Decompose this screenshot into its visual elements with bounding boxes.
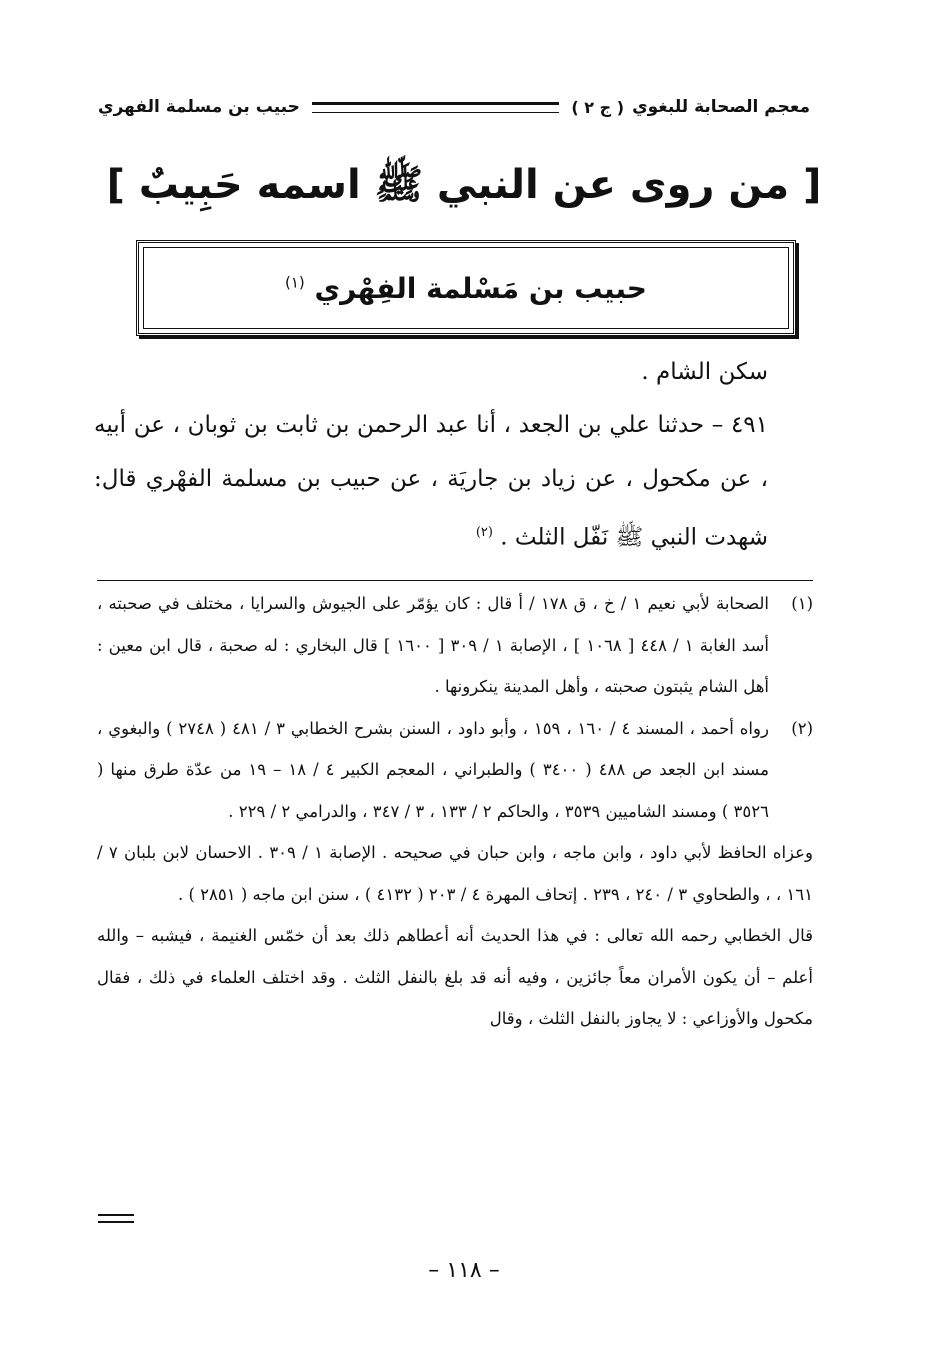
residence-line: سكن الشام . <box>641 359 768 385</box>
footnote-number: (٢) <box>791 718 813 738</box>
hadith-text: ٤٩١ – حدثنا علي بن الجعد ، أنا عبد الرحمن بن ثابت بن ثوبان ، عن أبيه ، عن مكحول ، عن زياد بن جاريَة ، عن حبيب بن مسلمة الفهْري قال: شهدت النبي ﷺ نَفّل الثلث . <box>94 412 768 551</box>
volume-label: ( ج ٢ ) <box>571 97 625 117</box>
continuation-mark <box>98 1214 134 1223</box>
entry-title <box>285 272 647 305</box>
footnotes <box>97 583 813 1040</box>
footnote-1 <box>97 583 813 708</box>
hadith-paragraph <box>94 398 768 565</box>
entry-title-frame <box>136 240 796 336</box>
footnote-ref-2: (٢) <box>475 525 493 540</box>
footnote-2 <box>97 708 813 833</box>
section-heading: [ من روى عن النبي ﷺ اسمه حَبِيبٌ ] <box>106 162 822 208</box>
footnote-ref-1: (١) <box>284 273 305 292</box>
page-number: – ١١٨ – <box>428 1258 500 1283</box>
entry-title-text: حبيب بن مَسْلمة الفِهْري <box>314 271 647 305</box>
footnote-number: (١) <box>791 594 813 613</box>
running-title: حبيب بن مسلمة الفهري <box>98 97 300 117</box>
footnote-text: رواه أحمد ، المسند ٤ / ١٦٠ ، ١٥٩ ، وأبو داود ، السنن بشرح الخطابي ٣ / ٤٨١ ( ٢٧٤٨ ) والبغوي ، مسند ابن الجعد ص ٤٨٨ ( ٣٤٠٠ ) والطبراني ، المعجم الكبير ٤ / ١٨ – ١٩ من عدّة طرق منها ( ٣٥٢٦ ) ومسند الشاميين ٣٥٣٩ ، والحاكم ٢ / ١٣٣ ، ٣ / ٣٤٧ ، والدرامي ٢ / ٢٢٩ . <box>97 718 769 821</box>
header-rule <box>312 102 560 113</box>
footnote-paragraph: قال الخطابي رحمه الله تعالى : في هذا الحديث أنه أعطاهم ذلك بعد أن خمّس الغنيمة ، فيشبه – والله أعلم – أن يكون الأمران معاً جائزين ، وفيه أنه قد بلغ بالنفل الثلث . وقد اختلف العلماء في ذلك ، فقال مكحول والأوزاعي : لا يجاوز بالنفل الثلث ، وقال <box>97 926 813 1028</box>
footnote-text: الصحابة لأبي نعيم ١ / خ ، ق ١٧٨ / أ قال : كان يؤمّر على الجيوش والسرايا ، مختلف في صحبته ، أسد الغابة ١ / ٤٤٨ [ ١٠٦٨ ] ، الإصابة ١ / ٣٠٩ [ ١٦٠٠ ] قال البخاري : له صحبة ، قال ابن معين : أهل الشام يثبتون صحبته ، وأهل المدينة ينكرونها . <box>97 594 770 696</box>
footnote-separator <box>97 580 813 581</box>
running-header <box>98 92 810 122</box>
footnote-paragraph: وعزاه الحافظ لأبي داود ، وابن ماجه ، وابن حبان في صحيحه . الإصابة ١ / ٣٠٩ . الاحسان لابن بلبان ٧ / ١٦١ ، ، والطحاوي ٣ / ٢٤٠ ، ٢٣٩ . إتحاف المهرة ٤ / ٢٠٣ ( ٤١٣٢ ) ، سنن ابن ماجه ( ٢٨٥١ ) . <box>97 843 813 904</box>
book-title: معجم الصحابة للبغوي <box>632 97 810 117</box>
entry-title-frame-inner <box>143 247 789 329</box>
